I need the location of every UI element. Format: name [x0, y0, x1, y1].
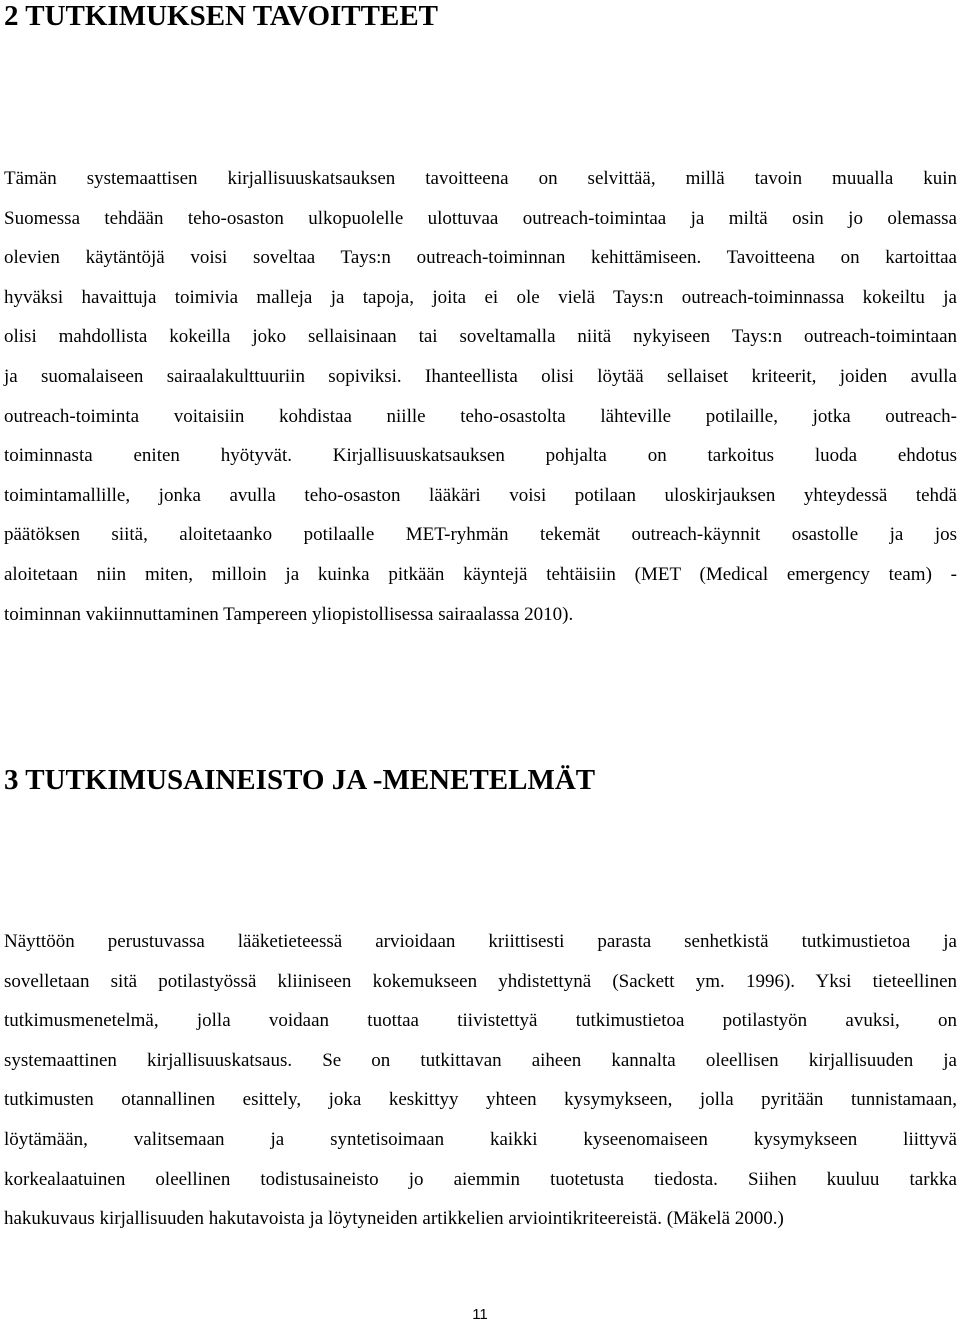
- paragraph-line: tutkimusten otannallinen esittely, joka keskittyy yhteen kysymykseen, jolla pyritään tunnistamaan,: [4, 1089, 957, 1111]
- paragraph-line: päätöksen siitä, aloitetaanko potilaalle MET-ryhmän tekemät outreach-käynnit osastolle ja jos: [4, 524, 957, 546]
- paragraph-line: löytämään, valitsemaan ja syntetisoimaan kaikki kyseenomaiseen kysymykseen liittyvä: [4, 1128, 957, 1150]
- paragraph-line: tutkimusmenetelmä, jolla voidaan tuottaa tiivistettyä tutkimustietoa potilastyön avuksi, on: [4, 1010, 957, 1032]
- paragraph-line: toimintamallille, jonka avulla teho-osaston lääkäri voisi potilaan uloskirjauksen yhteydessä tehdä: [4, 484, 957, 506]
- paragraph-line: hyväksi havaittuja toimivia malleja ja tapoja, joita ei ole vielä Tays:n outreach-toiminnassa kokeiltu ja: [4, 286, 957, 308]
- paragraph-line: hakukuvaus kirjallisuuden hakutavoista ja löytyneiden artikkelien arviointikriteereistä. (Mäkelä 2000.): [4, 1208, 784, 1230]
- paragraph-line: ja suomalaiseen sairaalakulttuuriin sopiviksi. Ihanteellista olisi löytää sellaiset kriteerit, joiden avulla: [4, 365, 957, 387]
- paragraph-line: Suomessa tehdään teho-osaston ulkopuolelle ulottuvaa outreach-toimintaa ja miltä osin jo olemassa: [4, 207, 957, 229]
- paragraph-line: olisi mahdollista kokeilla joko sellaisinaan tai soveltamalla niitä nykyiseen Tays:n outreach-toimintaan: [4, 326, 957, 348]
- section-heading: 2 TUTKIMUKSEN TAVOITTEET: [4, 0, 439, 32]
- body-paragraph: [4, 163, 957, 638]
- body-paragraph: [4, 926, 957, 1243]
- section-heading: 3 TUTKIMUSAINEISTO JA -MENETELMÄT: [4, 764, 596, 796]
- paragraph-line: toiminnan vakiinnuttaminen Tampereen yliopistollisessa sairaalassa 2010).: [4, 603, 574, 625]
- paragraph-line: Näyttöön perustuvassa lääketieteessä arvioidaan kriittisesti parasta senhetkistä tutkimustietoa ja: [4, 931, 957, 952]
- page-number: 11: [472, 1306, 488, 1323]
- paragraph-line: olevien käytäntöjä voisi soveltaa Tays:n outreach-toiminnan kehittämiseen. Tavoitteena on kartoittaa: [4, 247, 957, 269]
- paragraph-line: aloitetaan niin miten, milloin ja kuinka pitkään käyntejä tehtäisiin (MET (Medical emergency team) -: [4, 563, 957, 585]
- paragraph-line: sovelletaan sitä potilastyössä kliiniseen kokemukseen yhdistettynä (Sackett ym. 1996). Yksi tieteellinen: [4, 970, 957, 992]
- paragraph-line: korkealaatuinen oleellinen todistusaineisto jo aiemmin tuotetusta tiedosta. Siihen kuuluu tarkka: [4, 1168, 957, 1190]
- paragraph-line: systemaattinen kirjallisuuskatsaus. Se on tutkittavan aiheen kannalta oleellisen kirjallisuuden ja: [4, 1049, 957, 1071]
- paragraph-line: Tämän systemaattisen kirjallisuuskatsauksen tavoitteena on selvittää, millä tavoin muualla kuin: [4, 168, 957, 189]
- paragraph-line: toiminnasta eniten hyötyvät. Kirjallisuuskatsauksen pohjalta on tarkoitus luoda ehdotus: [4, 445, 957, 467]
- paragraph-line: outreach-toiminta voitaisiin kohdistaa niille teho-osastolta lähteville potilaille, jotka outreach-: [4, 405, 957, 427]
